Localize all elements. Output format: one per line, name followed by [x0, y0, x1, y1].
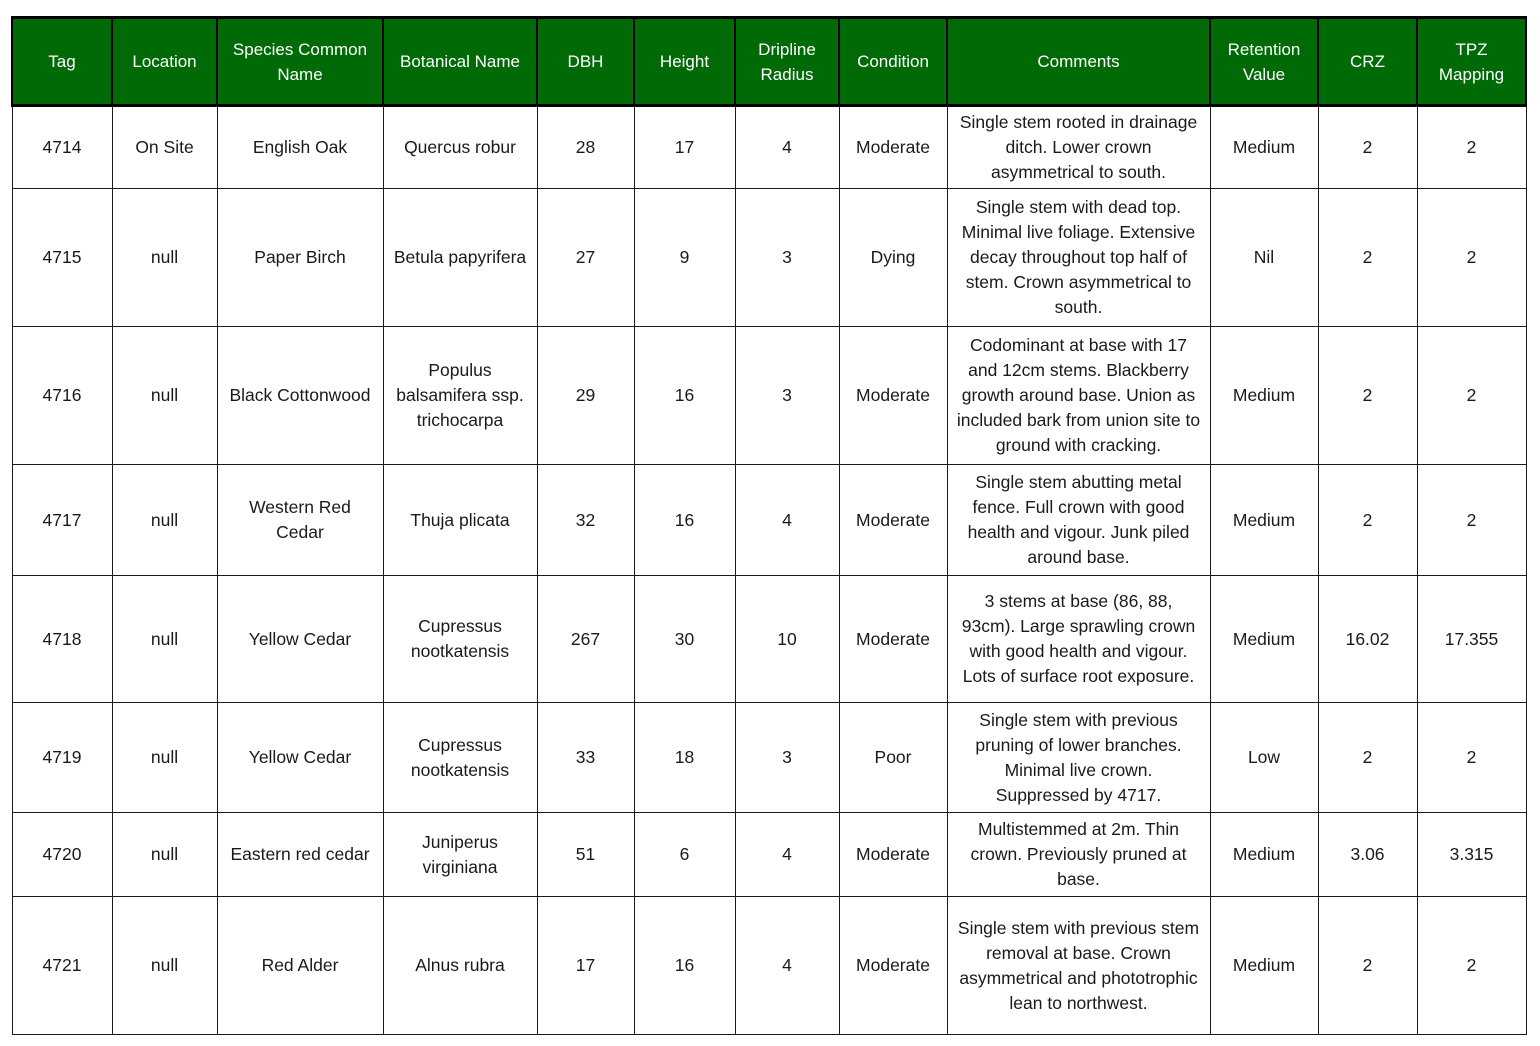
cell-species: Yellow Cedar	[217, 576, 383, 703]
table-row	[12, 813, 1526, 897]
cell-condition: Moderate	[839, 813, 947, 897]
cell-comments: 3 stems at base (86, 88, 93cm). Large sprawling crown with good health and vigour. Lots of surface root exposure.	[947, 576, 1210, 703]
cell-condition: Moderate	[839, 897, 947, 1035]
cell-comments: Single stem with dead top. Minimal live foliage. Extensive decay throughout top half of stem. Crown asymmetrical to south.	[947, 189, 1210, 327]
cell-height: 17	[634, 106, 735, 189]
cell-location: null	[112, 576, 217, 703]
cell-height: 16	[634, 465, 735, 576]
cell-tpz: 17.355	[1417, 576, 1526, 703]
cell-tag: 4717	[12, 465, 112, 576]
cell-tpz: 2	[1417, 897, 1526, 1035]
cell-species: English Oak	[217, 106, 383, 189]
cell-dbh: 33	[537, 703, 634, 813]
cell-tpz: 2	[1417, 189, 1526, 327]
header-species-common-name: Species Common Name	[217, 18, 383, 106]
header-row	[12, 18, 1526, 106]
cell-location: null	[112, 465, 217, 576]
cell-dripline: 4	[735, 465, 839, 576]
cell-species: Red Alder	[217, 897, 383, 1035]
cell-condition: Dying	[839, 189, 947, 327]
cell-botanical: Alnus rubra	[383, 897, 537, 1035]
cell-dripline: 4	[735, 813, 839, 897]
cell-height: 30	[634, 576, 735, 703]
cell-crz: 2	[1318, 703, 1417, 813]
cell-dripline: 4	[735, 897, 839, 1035]
cell-tpz: 2	[1417, 327, 1526, 465]
cell-tag: 4716	[12, 327, 112, 465]
header-retention-value: Retention Value	[1210, 18, 1318, 106]
cell-condition: Moderate	[839, 106, 947, 189]
cell-crz: 2	[1318, 327, 1417, 465]
cell-crz: 2	[1318, 465, 1417, 576]
header-dbh: DBH	[537, 18, 634, 106]
header-location: Location	[112, 18, 217, 106]
cell-height: 18	[634, 703, 735, 813]
cell-dripline: 4	[735, 106, 839, 189]
cell-comments: Multistemmed at 2m. Thin crown. Previously pruned at base.	[947, 813, 1210, 897]
header-tpz-mapping: TPZ Mapping	[1417, 18, 1526, 106]
cell-height: 16	[634, 327, 735, 465]
header-comments: Comments	[947, 18, 1210, 106]
header-condition: Condition	[839, 18, 947, 106]
cell-retention: Medium	[1210, 465, 1318, 576]
header-botanical-name: Botanical Name	[383, 18, 537, 106]
cell-dripline: 3	[735, 703, 839, 813]
cell-crz: 2	[1318, 189, 1417, 327]
cell-condition: Poor	[839, 703, 947, 813]
cell-botanical: Thuja plicata	[383, 465, 537, 576]
cell-height: 6	[634, 813, 735, 897]
cell-dripline: 3	[735, 327, 839, 465]
cell-tag: 4719	[12, 703, 112, 813]
cell-species: Yellow Cedar	[217, 703, 383, 813]
cell-dbh: 28	[537, 106, 634, 189]
cell-location: null	[112, 813, 217, 897]
tree-inventory-table	[11, 16, 1527, 1035]
cell-botanical: Quercus robur	[383, 106, 537, 189]
cell-condition: Moderate	[839, 465, 947, 576]
cell-height: 9	[634, 189, 735, 327]
cell-location: null	[112, 327, 217, 465]
cell-retention: Medium	[1210, 576, 1318, 703]
cell-tag: 4718	[12, 576, 112, 703]
cell-comments: Single stem rooted in drainage ditch. Lower crown asymmetrical to south.	[947, 106, 1210, 189]
table-row	[12, 465, 1526, 576]
cell-comments: Single stem with previous pruning of lower branches. Minimal live crown. Suppressed by 4717.	[947, 703, 1210, 813]
cell-tpz: 2	[1417, 465, 1526, 576]
table-row	[12, 703, 1526, 813]
cell-species: Eastern red cedar	[217, 813, 383, 897]
cell-botanical: Populus balsamifera ssp. trichocarpa	[383, 327, 537, 465]
table-row	[12, 327, 1526, 465]
cell-crz: 2	[1318, 106, 1417, 189]
cell-botanical: Cupressus nootkatensis	[383, 703, 537, 813]
cell-location: On Site	[112, 106, 217, 189]
cell-botanical: Juniperus virginiana	[383, 813, 537, 897]
cell-dripline: 10	[735, 576, 839, 703]
table-row	[12, 897, 1526, 1035]
cell-crz: 3.06	[1318, 813, 1417, 897]
tree-inventory-table-container	[11, 16, 1525, 1035]
cell-dbh: 27	[537, 189, 634, 327]
table-row	[12, 576, 1526, 703]
cell-species: Paper Birch	[217, 189, 383, 327]
table-header	[12, 18, 1526, 106]
table-row	[12, 106, 1526, 189]
cell-tag: 4715	[12, 189, 112, 327]
cell-retention: Medium	[1210, 106, 1318, 189]
cell-tpz: 3.315	[1417, 813, 1526, 897]
cell-location: null	[112, 703, 217, 813]
cell-dbh: 32	[537, 465, 634, 576]
cell-dbh: 267	[537, 576, 634, 703]
cell-retention: Medium	[1210, 813, 1318, 897]
cell-botanical: Betula papyrifera	[383, 189, 537, 327]
cell-tpz: 2	[1417, 106, 1526, 189]
cell-tag: 4714	[12, 106, 112, 189]
cell-comments: Single stem with previous stem removal at base. Crown asymmetrical and phototrophic lean to northwest.	[947, 897, 1210, 1035]
cell-retention: Medium	[1210, 327, 1318, 465]
cell-crz: 2	[1318, 897, 1417, 1035]
cell-tag: 4721	[12, 897, 112, 1035]
header-dripline-radius: Dripline Radius	[735, 18, 839, 106]
table-body	[12, 106, 1526, 1035]
cell-height: 16	[634, 897, 735, 1035]
cell-retention: Low	[1210, 703, 1318, 813]
header-tag: Tag	[12, 18, 112, 106]
cell-species: Western Red Cedar	[217, 465, 383, 576]
cell-crz: 16.02	[1318, 576, 1417, 703]
cell-location: null	[112, 189, 217, 327]
cell-comments: Codominant at base with 17 and 12cm stems. Blackberry growth around base. Union as included bark from union site to ground with cracking.	[947, 327, 1210, 465]
table-row	[12, 189, 1526, 327]
cell-location: null	[112, 897, 217, 1035]
cell-tag: 4720	[12, 813, 112, 897]
cell-retention: Medium	[1210, 897, 1318, 1035]
cell-comments: Single stem abutting metal fence. Full crown with good health and vigour. Junk piled around base.	[947, 465, 1210, 576]
cell-botanical: Cupressus nootkatensis	[383, 576, 537, 703]
cell-condition: Moderate	[839, 327, 947, 465]
cell-dripline: 3	[735, 189, 839, 327]
cell-species: Black Cottonwood	[217, 327, 383, 465]
cell-retention: Nil	[1210, 189, 1318, 327]
cell-tpz: 2	[1417, 703, 1526, 813]
header-height: Height	[634, 18, 735, 106]
cell-dbh: 51	[537, 813, 634, 897]
cell-condition: Moderate	[839, 576, 947, 703]
header-crz: CRZ	[1318, 18, 1417, 106]
cell-dbh: 17	[537, 897, 634, 1035]
cell-dbh: 29	[537, 327, 634, 465]
